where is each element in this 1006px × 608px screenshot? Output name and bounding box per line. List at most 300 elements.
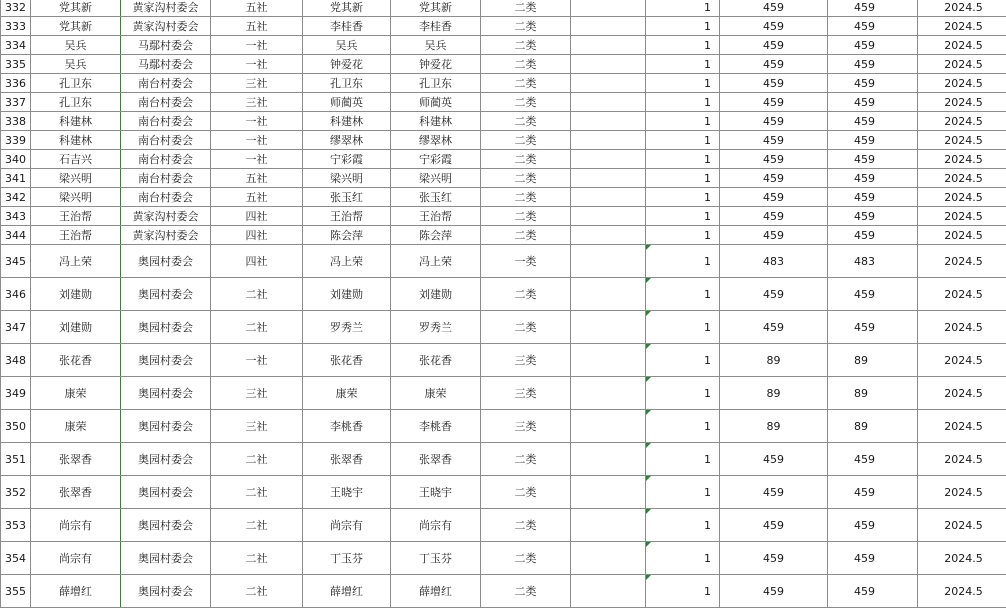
name-cell[interactable]: 党其新 <box>31 0 121 17</box>
name-cell[interactable]: 冯上荣 <box>31 245 121 278</box>
row-number-cell[interactable]: 337 <box>1 93 31 112</box>
blank-cell[interactable] <box>571 36 646 55</box>
name-cell[interactable]: 康荣 <box>31 410 121 443</box>
amount-cell[interactable]: 459 <box>720 509 828 542</box>
amount-cell[interactable]: 459 <box>720 169 828 188</box>
committee-cell[interactable]: 南台村委会 <box>121 74 211 93</box>
blank-cell[interactable] <box>571 509 646 542</box>
member-cell[interactable]: 罗秀兰 <box>303 311 391 344</box>
blank-cell[interactable] <box>571 207 646 226</box>
date-cell[interactable]: 2024.5 <box>918 131 1006 150</box>
name-cell[interactable]: 尚宗有 <box>31 509 121 542</box>
amount-cell[interactable]: 459 <box>720 278 828 311</box>
group-cell[interactable]: 五社 <box>211 169 303 188</box>
number-as-text-indicator-icon <box>646 245 651 250</box>
row-number-cell[interactable]: 355 <box>1 575 31 608</box>
total-cell[interactable]: 89 <box>828 344 918 377</box>
amount-cell[interactable]: 89 <box>720 377 828 410</box>
group-cell[interactable]: 四社 <box>211 207 303 226</box>
member-confirm-cell[interactable]: 钟爱花 <box>391 55 481 74</box>
row-number-cell[interactable]: 332 <box>1 0 31 17</box>
total-cell[interactable]: 459 <box>828 226 918 245</box>
name-cell[interactable]: 梁兴明 <box>31 169 121 188</box>
committee-cell[interactable]: 奥园村委会 <box>121 377 211 410</box>
row-number-cell[interactable]: 338 <box>1 112 31 131</box>
total-cell[interactable]: 459 <box>828 542 918 575</box>
count-cell[interactable]: 1 <box>646 17 720 36</box>
committee-cell[interactable]: 奥园村委会 <box>121 443 211 476</box>
member-cell[interactable]: 孔卫东 <box>303 74 391 93</box>
group-cell[interactable]: 二社 <box>211 575 303 608</box>
name-cell[interactable]: 梁兴明 <box>31 188 121 207</box>
blank-cell[interactable] <box>571 278 646 311</box>
member-cell[interactable]: 师蔺英 <box>303 93 391 112</box>
committee-cell[interactable]: 奥园村委会 <box>121 410 211 443</box>
amount-cell[interactable]: 483 <box>720 245 828 278</box>
number-as-text-indicator-icon <box>646 311 651 316</box>
committee-cell[interactable]: 南台村委会 <box>121 150 211 169</box>
blank-cell[interactable] <box>571 74 646 93</box>
amount-cell[interactable]: 89 <box>720 410 828 443</box>
total-cell[interactable]: 459 <box>828 575 918 608</box>
amount-cell[interactable]: 459 <box>720 226 828 245</box>
date-cell[interactable]: 2024.5 <box>918 169 1006 188</box>
member-cell[interactable]: 张翠香 <box>303 443 391 476</box>
count-cell[interactable]: 1 <box>646 55 720 74</box>
member-cell[interactable]: 尚宗有 <box>303 509 391 542</box>
count-cell[interactable] <box>646 443 720 476</box>
category-cell[interactable]: 二类 <box>481 150 571 169</box>
total-cell[interactable]: 459 <box>828 0 918 17</box>
member-confirm-cell[interactable]: 宁彩霞 <box>391 150 481 169</box>
name-cell[interactable]: 党其新 <box>31 17 121 36</box>
table-row <box>1 207 1006 226</box>
row-number-cell[interactable]: 352 <box>1 476 31 509</box>
member-confirm-cell[interactable]: 师蔺英 <box>391 93 481 112</box>
group-cell[interactable]: 二社 <box>211 476 303 509</box>
amount-cell[interactable]: 459 <box>720 55 828 74</box>
group-cell[interactable]: 四社 <box>211 245 303 278</box>
date-cell[interactable]: 2024.5 <box>918 575 1006 608</box>
blank-cell[interactable] <box>571 131 646 150</box>
member-cell[interactable]: 冯上荣 <box>303 245 391 278</box>
total-cell[interactable]: 459 <box>828 17 918 36</box>
date-cell[interactable]: 2024.5 <box>918 150 1006 169</box>
blank-cell[interactable] <box>571 542 646 575</box>
group-cell[interactable]: 一社 <box>211 150 303 169</box>
member-confirm-cell[interactable]: 党其新 <box>391 0 481 17</box>
group-cell[interactable]: 一社 <box>211 55 303 74</box>
name-cell[interactable]: 刘建勋 <box>31 311 121 344</box>
amount-cell[interactable]: 459 <box>720 150 828 169</box>
blank-cell[interactable] <box>571 245 646 278</box>
row-number-cell[interactable]: 334 <box>1 36 31 55</box>
group-cell[interactable]: 一社 <box>211 344 303 377</box>
member-cell[interactable]: 王治帮 <box>303 207 391 226</box>
table-row <box>1 575 1006 608</box>
total-cell[interactable]: 459 <box>828 55 918 74</box>
committee-cell[interactable]: 奥园村委会 <box>121 344 211 377</box>
date-cell[interactable]: 2024.5 <box>918 311 1006 344</box>
group-cell[interactable]: 三社 <box>211 377 303 410</box>
row-number-cell[interactable]: 351 <box>1 443 31 476</box>
group-cell[interactable]: 一社 <box>211 112 303 131</box>
row-number-cell[interactable]: 339 <box>1 131 31 150</box>
date-cell[interactable]: 2024.5 <box>918 410 1006 443</box>
amount-cell[interactable]: 459 <box>720 311 828 344</box>
total-cell[interactable]: 459 <box>828 74 918 93</box>
amount-cell[interactable]: 459 <box>720 36 828 55</box>
category-cell[interactable]: 二类 <box>481 36 571 55</box>
category-cell[interactable]: 三类 <box>481 344 571 377</box>
date-cell[interactable]: 2024.5 <box>918 443 1006 476</box>
blank-cell[interactable] <box>571 112 646 131</box>
row-number-cell[interactable]: 348 <box>1 344 31 377</box>
category-cell[interactable]: 二类 <box>481 55 571 74</box>
count-cell[interactable] <box>646 509 720 542</box>
amount-cell[interactable]: 459 <box>720 188 828 207</box>
count-value: 1 <box>704 287 711 301</box>
name-cell[interactable]: 吴兵 <box>31 55 121 74</box>
member-cell[interactable]: 李桃香 <box>303 410 391 443</box>
committee-cell[interactable]: 黄家沟村委会 <box>121 17 211 36</box>
group-cell[interactable]: 一社 <box>211 36 303 55</box>
blank-cell[interactable] <box>571 311 646 344</box>
group-cell[interactable]: 二社 <box>211 509 303 542</box>
member-confirm-cell[interactable]: 李桂香 <box>391 17 481 36</box>
total-cell[interactable]: 483 <box>828 245 918 278</box>
group-cell[interactable]: 二社 <box>211 311 303 344</box>
category-cell[interactable]: 二类 <box>481 226 571 245</box>
member-cell[interactable]: 刘建勋 <box>303 278 391 311</box>
row-number-cell[interactable]: 354 <box>1 542 31 575</box>
row-number-cell[interactable]: 349 <box>1 377 31 410</box>
member-confirm-cell[interactable]: 吴兵 <box>391 36 481 55</box>
table-row <box>1 542 1006 575</box>
name-cell[interactable]: 张翠香 <box>31 443 121 476</box>
member-confirm-cell[interactable]: 李桃香 <box>391 410 481 443</box>
committee-cell[interactable]: 奥园村委会 <box>121 509 211 542</box>
name-cell[interactable]: 孔卫东 <box>31 93 121 112</box>
number-as-text-indicator-icon <box>646 377 651 382</box>
name-cell[interactable]: 尚宗有 <box>31 542 121 575</box>
name-cell[interactable]: 王治帮 <box>31 226 121 245</box>
category-cell[interactable]: 二类 <box>481 542 571 575</box>
committee-cell[interactable]: 奥园村委会 <box>121 311 211 344</box>
blank-cell[interactable] <box>571 575 646 608</box>
total-cell[interactable]: 459 <box>828 36 918 55</box>
amount-cell[interactable]: 459 <box>720 207 828 226</box>
count-cell[interactable]: 1 <box>646 131 720 150</box>
group-cell[interactable]: 三社 <box>211 410 303 443</box>
member-confirm-cell[interactable]: 梁兴明 <box>391 169 481 188</box>
member-confirm-cell[interactable]: 缪翠林 <box>391 131 481 150</box>
count-value: 1 <box>704 584 711 598</box>
blank-cell[interactable] <box>571 55 646 74</box>
count-cell[interactable]: 1 <box>646 74 720 93</box>
total-cell[interactable]: 459 <box>828 509 918 542</box>
count-cell[interactable] <box>646 542 720 575</box>
total-cell[interactable]: 89 <box>828 377 918 410</box>
amount-cell[interactable]: 459 <box>720 476 828 509</box>
group-cell[interactable]: 三社 <box>211 74 303 93</box>
member-confirm-cell[interactable]: 陈会萍 <box>391 226 481 245</box>
member-confirm-cell[interactable]: 张花香 <box>391 344 481 377</box>
blank-cell[interactable] <box>571 93 646 112</box>
date-cell[interactable]: 2024.5 <box>918 377 1006 410</box>
date-cell[interactable]: 2024.5 <box>918 542 1006 575</box>
date-cell[interactable]: 2024.5 <box>918 0 1006 17</box>
name-cell[interactable]: 科建林 <box>31 131 121 150</box>
category-cell[interactable]: 三类 <box>481 377 571 410</box>
row-number-cell[interactable]: 343 <box>1 207 31 226</box>
date-cell[interactable]: 2024.5 <box>918 207 1006 226</box>
row-number-cell[interactable]: 350 <box>1 410 31 443</box>
date-cell[interactable]: 2024.5 <box>918 17 1006 36</box>
date-cell[interactable]: 2024.5 <box>918 55 1006 74</box>
category-cell[interactable]: 二类 <box>481 509 571 542</box>
table-row <box>1 344 1006 377</box>
row-number-cell[interactable]: 342 <box>1 188 31 207</box>
category-cell[interactable]: 二类 <box>481 74 571 93</box>
date-cell[interactable]: 2024.5 <box>918 112 1006 131</box>
group-cell[interactable]: 五社 <box>211 17 303 36</box>
blank-cell[interactable] <box>571 150 646 169</box>
amount-cell[interactable]: 459 <box>720 112 828 131</box>
count-cell[interactable] <box>646 278 720 311</box>
committee-cell[interactable]: 奥园村委会 <box>121 278 211 311</box>
amount-cell[interactable]: 459 <box>720 131 828 150</box>
amount-cell[interactable]: 89 <box>720 344 828 377</box>
committee-cell[interactable]: 马鄢村委会 <box>121 36 211 55</box>
count-cell[interactable]: 1 <box>646 207 720 226</box>
name-cell[interactable]: 孔卫东 <box>31 74 121 93</box>
total-cell[interactable]: 459 <box>828 150 918 169</box>
member-cell[interactable]: 张玉红 <box>303 188 391 207</box>
row-number-cell[interactable]: 345 <box>1 245 31 278</box>
category-cell[interactable]: 二类 <box>481 575 571 608</box>
total-cell[interactable]: 459 <box>828 278 918 311</box>
amount-cell[interactable]: 459 <box>720 0 828 17</box>
blank-cell[interactable] <box>571 476 646 509</box>
count-cell[interactable] <box>646 575 720 608</box>
row-number-cell[interactable]: 344 <box>1 226 31 245</box>
amount-cell[interactable]: 459 <box>720 575 828 608</box>
member-confirm-cell[interactable]: 王治帮 <box>391 207 481 226</box>
total-cell[interactable]: 459 <box>828 169 918 188</box>
amount-cell[interactable]: 459 <box>720 93 828 112</box>
member-confirm-cell[interactable]: 康荣 <box>391 377 481 410</box>
committee-cell[interactable]: 南台村委会 <box>121 112 211 131</box>
row-number-cell[interactable]: 335 <box>1 55 31 74</box>
member-confirm-cell[interactable]: 丁玉芬 <box>391 542 481 575</box>
group-cell[interactable]: 五社 <box>211 188 303 207</box>
group-cell[interactable]: 二社 <box>211 542 303 575</box>
committee-cell[interactable]: 南台村委会 <box>121 188 211 207</box>
member-cell[interactable]: 康荣 <box>303 377 391 410</box>
member-cell[interactable]: 张花香 <box>303 344 391 377</box>
committee-cell[interactable]: 奥园村委会 <box>121 476 211 509</box>
date-cell[interactable]: 2024.5 <box>918 93 1006 112</box>
date-cell[interactable]: 2024.5 <box>918 74 1006 93</box>
number-as-text-indicator-icon <box>646 476 651 481</box>
category-cell[interactable]: 二类 <box>481 476 571 509</box>
total-cell[interactable]: 459 <box>828 112 918 131</box>
committee-cell[interactable]: 南台村委会 <box>121 93 211 112</box>
committee-cell[interactable]: 奥园村委会 <box>121 542 211 575</box>
committee-cell[interactable]: 黄家沟村委会 <box>121 207 211 226</box>
date-cell[interactable]: 2024.5 <box>918 278 1006 311</box>
total-cell[interactable]: 459 <box>828 207 918 226</box>
category-cell[interactable]: 二类 <box>481 131 571 150</box>
committee-cell[interactable]: 马鄢村委会 <box>121 55 211 74</box>
group-cell[interactable]: 四社 <box>211 226 303 245</box>
name-cell[interactable]: 王治帮 <box>31 207 121 226</box>
category-cell[interactable]: 二类 <box>481 207 571 226</box>
row-number-cell[interactable]: 346 <box>1 278 31 311</box>
blank-cell[interactable] <box>571 344 646 377</box>
total-cell[interactable]: 459 <box>828 476 918 509</box>
date-cell[interactable]: 2024.5 <box>918 476 1006 509</box>
blank-cell[interactable] <box>571 188 646 207</box>
member-cell[interactable]: 梁兴明 <box>303 169 391 188</box>
category-cell[interactable]: 二类 <box>481 17 571 36</box>
count-cell[interactable] <box>646 377 720 410</box>
count-cell[interactable] <box>646 344 720 377</box>
blank-cell[interactable] <box>571 410 646 443</box>
amount-cell[interactable]: 459 <box>720 17 828 36</box>
amount-cell[interactable]: 459 <box>720 542 828 575</box>
member-cell[interactable]: 宁彩霞 <box>303 150 391 169</box>
row-number-cell[interactable]: 340 <box>1 150 31 169</box>
name-cell[interactable]: 石吉兴 <box>31 150 121 169</box>
name-cell[interactable]: 张花香 <box>31 344 121 377</box>
blank-cell[interactable] <box>571 377 646 410</box>
member-cell[interactable]: 李桂香 <box>303 17 391 36</box>
date-cell[interactable]: 2024.5 <box>918 36 1006 55</box>
category-cell[interactable]: 二类 <box>481 112 571 131</box>
name-cell[interactable]: 康荣 <box>31 377 121 410</box>
member-cell[interactable]: 缪翠林 <box>303 131 391 150</box>
member-confirm-cell[interactable]: 罗秀兰 <box>391 311 481 344</box>
count-cell[interactable] <box>646 311 720 344</box>
total-cell[interactable]: 459 <box>828 93 918 112</box>
count-cell[interactable]: 1 <box>646 169 720 188</box>
category-cell[interactable]: 二类 <box>481 93 571 112</box>
member-confirm-cell[interactable]: 张翠香 <box>391 443 481 476</box>
name-cell[interactable]: 刘建勋 <box>31 278 121 311</box>
category-cell[interactable]: 一类 <box>481 245 571 278</box>
committee-cell[interactable]: 奥园村委会 <box>121 575 211 608</box>
total-cell[interactable]: 89 <box>828 410 918 443</box>
member-confirm-cell[interactable]: 尚宗有 <box>391 509 481 542</box>
member-confirm-cell[interactable]: 科建林 <box>391 112 481 131</box>
blank-cell[interactable] <box>571 169 646 188</box>
member-confirm-cell[interactable]: 冯上荣 <box>391 245 481 278</box>
blank-cell[interactable] <box>571 0 646 17</box>
category-cell[interactable]: 二类 <box>481 278 571 311</box>
date-cell[interactable]: 2024.5 <box>918 344 1006 377</box>
date-cell[interactable]: 2024.5 <box>918 188 1006 207</box>
row-number-cell[interactable]: 341 <box>1 169 31 188</box>
committee-cell[interactable]: 南台村委会 <box>121 169 211 188</box>
date-cell[interactable]: 2024.5 <box>918 509 1006 542</box>
count-cell[interactable] <box>646 476 720 509</box>
member-cell[interactable]: 钟爱花 <box>303 55 391 74</box>
committee-cell[interactable]: 南台村委会 <box>121 131 211 150</box>
count-cell[interactable]: 1 <box>646 93 720 112</box>
group-cell[interactable]: 五社 <box>211 0 303 17</box>
name-cell[interactable]: 张翠香 <box>31 476 121 509</box>
name-cell[interactable]: 科建林 <box>31 112 121 131</box>
member-cell[interactable]: 科建林 <box>303 112 391 131</box>
count-cell[interactable]: 1 <box>646 0 720 17</box>
row-number-cell[interactable]: 347 <box>1 311 31 344</box>
count-value: 1 <box>704 551 711 565</box>
blank-cell[interactable] <box>571 226 646 245</box>
member-confirm-cell[interactable]: 张玉红 <box>391 188 481 207</box>
category-cell[interactable]: 二类 <box>481 311 571 344</box>
count-value: 1 <box>704 419 711 433</box>
member-confirm-cell[interactable]: 王晓宇 <box>391 476 481 509</box>
group-cell[interactable]: 二社 <box>211 443 303 476</box>
member-cell[interactable]: 薛增红 <box>303 575 391 608</box>
member-cell[interactable]: 吴兵 <box>303 36 391 55</box>
total-cell[interactable]: 459 <box>828 311 918 344</box>
member-cell[interactable]: 丁玉芬 <box>303 542 391 575</box>
member-confirm-cell[interactable]: 刘建勋 <box>391 278 481 311</box>
row-number-cell[interactable]: 333 <box>1 17 31 36</box>
count-cell[interactable]: 1 <box>646 188 720 207</box>
count-cell[interactable] <box>646 410 720 443</box>
row-number-cell[interactable]: 336 <box>1 74 31 93</box>
group-cell[interactable]: 一社 <box>211 131 303 150</box>
committee-cell[interactable]: 黄家沟村委会 <box>121 0 211 17</box>
blank-cell[interactable] <box>571 17 646 36</box>
group-cell[interactable]: 二社 <box>211 278 303 311</box>
member-confirm-cell[interactable]: 薛增红 <box>391 575 481 608</box>
blank-cell[interactable] <box>571 443 646 476</box>
category-cell[interactable]: 二类 <box>481 188 571 207</box>
committee-cell[interactable]: 黄家沟村委会 <box>121 226 211 245</box>
amount-cell[interactable]: 459 <box>720 443 828 476</box>
date-cell[interactable]: 2024.5 <box>918 226 1006 245</box>
member-cell[interactable]: 王晓宇 <box>303 476 391 509</box>
count-cell[interactable]: 1 <box>646 150 720 169</box>
category-cell[interactable]: 二类 <box>481 443 571 476</box>
member-confirm-cell[interactable]: 孔卫东 <box>391 74 481 93</box>
total-cell[interactable]: 459 <box>828 188 918 207</box>
group-cell[interactable]: 三社 <box>211 93 303 112</box>
category-cell[interactable]: 二类 <box>481 0 571 17</box>
date-cell[interactable]: 2024.5 <box>918 245 1006 278</box>
name-cell[interactable]: 吴兵 <box>31 36 121 55</box>
member-cell[interactable]: 党其新 <box>303 0 391 17</box>
member-cell[interactable]: 陈会萍 <box>303 226 391 245</box>
category-cell[interactable]: 三类 <box>481 410 571 443</box>
committee-cell[interactable]: 奥园村委会 <box>121 245 211 278</box>
name-cell[interactable]: 薛增红 <box>31 575 121 608</box>
category-cell[interactable]: 二类 <box>481 169 571 188</box>
amount-cell[interactable]: 459 <box>720 74 828 93</box>
total-cell[interactable]: 459 <box>828 131 918 150</box>
count-cell[interactable]: 1 <box>646 226 720 245</box>
row-number-cell[interactable]: 353 <box>1 509 31 542</box>
total-cell[interactable]: 459 <box>828 443 918 476</box>
count-cell[interactable] <box>646 245 720 278</box>
count-cell[interactable]: 1 <box>646 36 720 55</box>
count-cell[interactable]: 1 <box>646 112 720 131</box>
